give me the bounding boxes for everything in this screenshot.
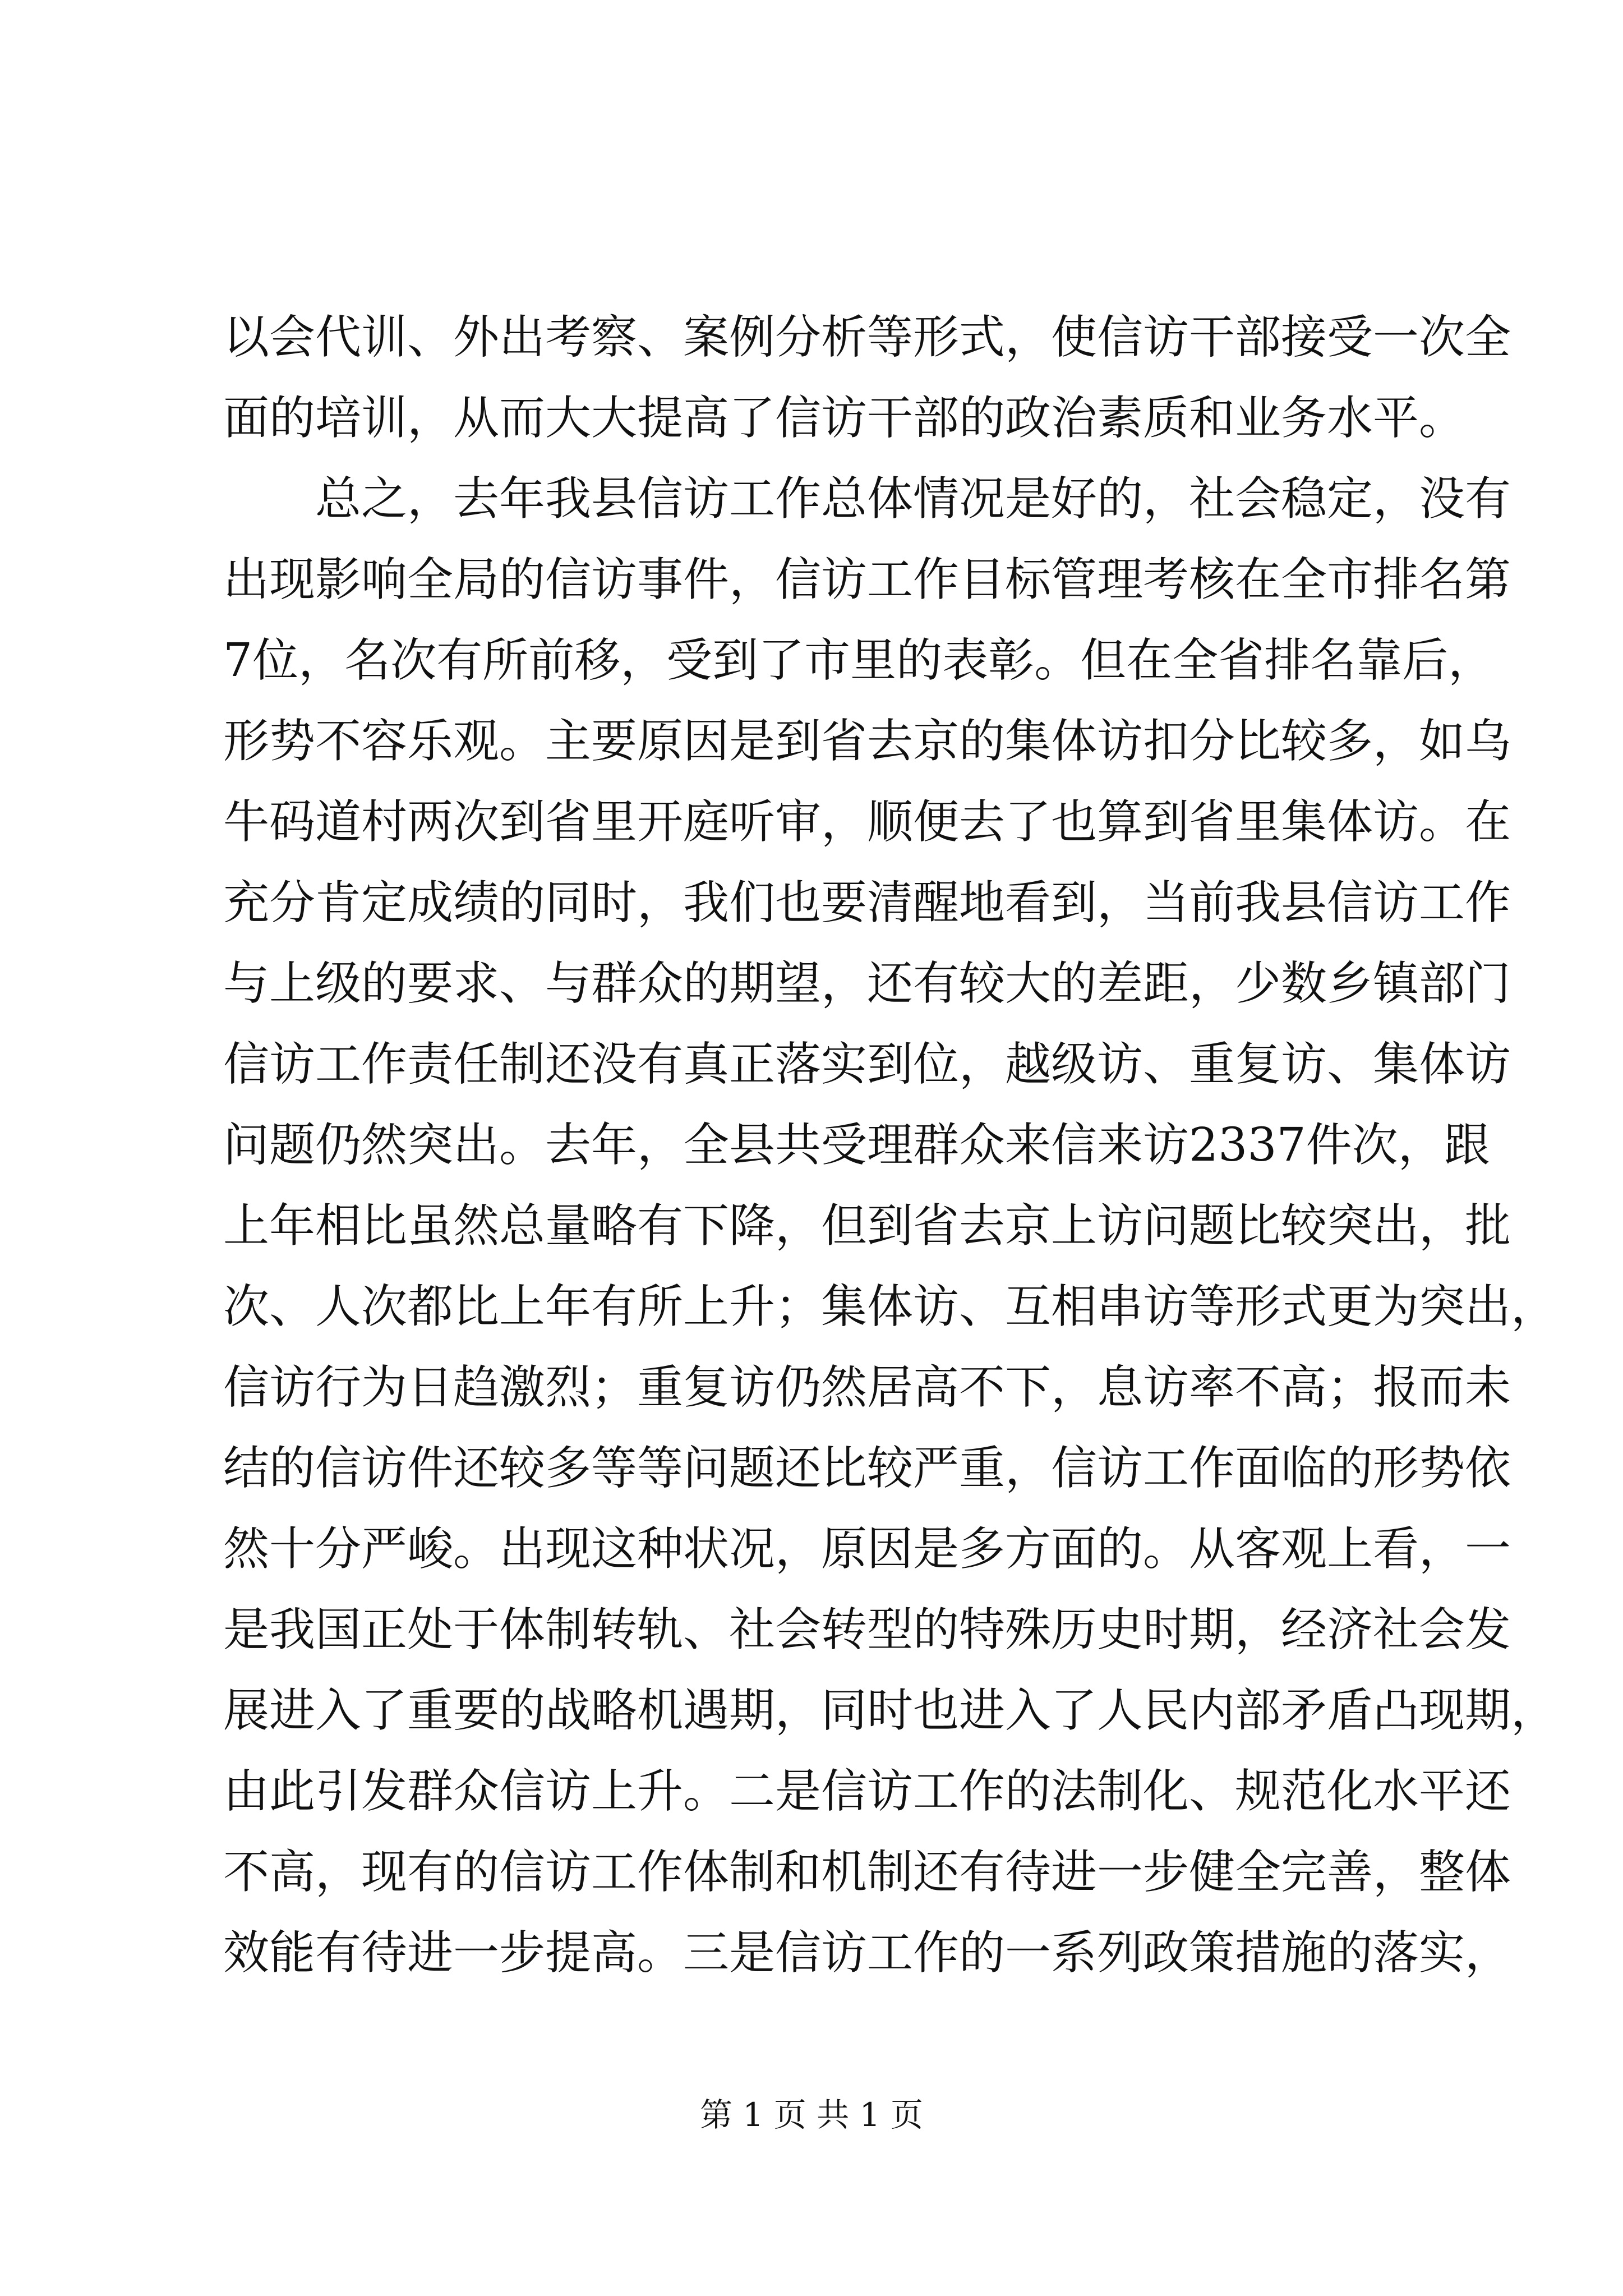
text-line: 充分肯定成绩的同时，我们也要清醒地看到，当前我县信访工作 (223, 876, 1511, 930)
text-line: 与上级的要求、与群众的期望，还有较大的差距，少数乡镇部门 (223, 957, 1511, 1010)
text-line: 然十分严峻。出现这种状况，原因是多方面的。从客观上看，一 (223, 1522, 1511, 1576)
text-line: 问题仍然突出。去年，全县共受理群众来信来访2337件次，跟 (223, 1119, 1490, 1172)
text-line: 不高，现有的信访工作体制和机制还有待进一步健全完善，整体 (223, 1846, 1511, 1899)
text-line: 出现影响全局的信访事件，信访工作目标管理考核在全市排名第 (223, 553, 1511, 606)
text-line: 次、人次都比上年有所上升；集体访、互相串访等形式更为突出， (223, 1280, 1557, 1333)
text-line: 牛码道村两次到省里开庭听审，顺便去了也算到省里集体访。在 (223, 795, 1511, 849)
text-line: 由此引发群众信访上升。二是信访工作的法制化、规范化水平还 (223, 1765, 1511, 1818)
body-text (223, 297, 1557, 1994)
text-line: 是我国正处于体制转轨、社会转型的特殊历史时期，经济社会发 (223, 1603, 1511, 1657)
text-line: 效能有待进一步提高。三是信访工作的一系列政策措施的落实， (223, 1926, 1511, 1980)
text-line: 上年相比虽然总量略有下降，但到省去京上访问题比较突出，批 (223, 1199, 1511, 1253)
text-line: 展进入了重要的战略机遇期，同时也进入了人民内部矛盾凸现期， (223, 1684, 1557, 1737)
text-line: 总之，去年我县信访工作总体情况是好的，社会稳定，没有 (223, 472, 1511, 526)
text-line: 结的信访件还较多等等问题还比较严重，信访工作面临的形势依 (223, 1442, 1511, 1495)
text-line: 信访工作责任制还没有真正落实到位，越级访、重复访、集体访 (223, 1038, 1511, 1091)
text-line: 信访行为日趋激烈；重复访仍然居高不下，息访率不高；报而未 (223, 1361, 1511, 1414)
text-line: 以会代训、外出考察、案例分析等形式，使信访干部接受一次全 (223, 311, 1511, 364)
text-line: 形势不容乐观。主要原因是到省去京的集体访扣分比较多，如乌 (223, 715, 1511, 768)
text-line: 7位，名次有所前移，受到了市里的表彰。但在全省排名靠后， (223, 634, 1495, 687)
text-line: 面的培训，从而大大提高了信访干部的政治素质和业务水平。 (223, 392, 1465, 445)
page-footer: 第 1 页 共 1 页 (700, 2096, 923, 2134)
